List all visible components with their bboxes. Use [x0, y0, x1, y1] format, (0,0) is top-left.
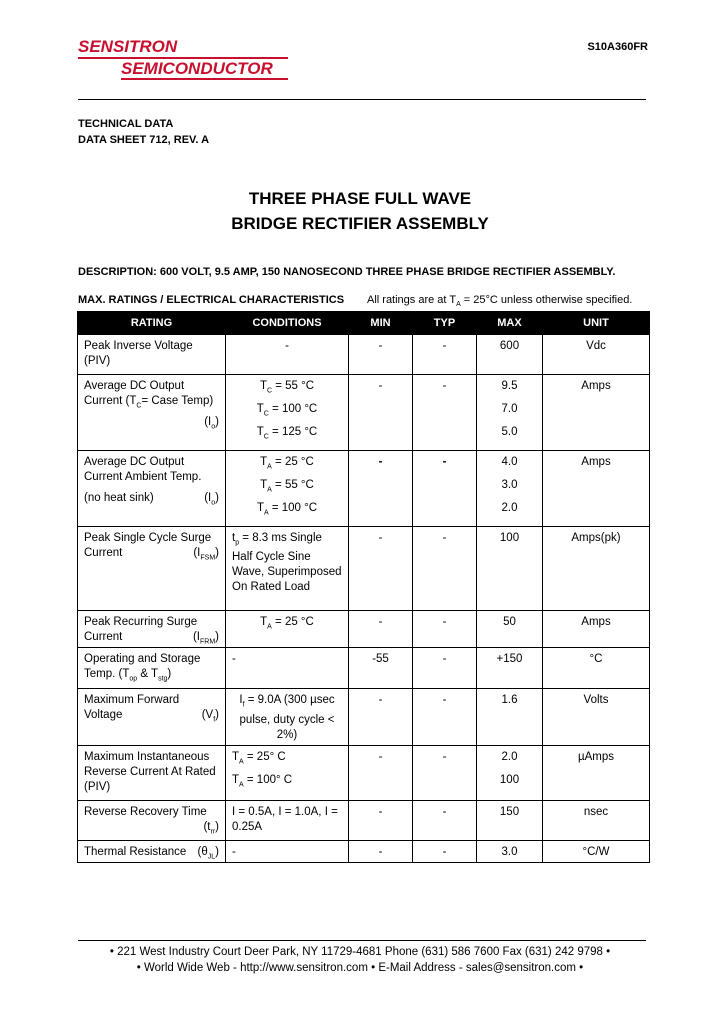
table-header-row [78, 312, 650, 335]
rating-sub: stg [158, 675, 168, 683]
footer-divider [78, 940, 646, 941]
rating-line: Peak Single Cycle Surge [84, 532, 212, 544]
max-cell [477, 375, 543, 451]
typ-cell: - [413, 840, 477, 862]
unit-cell: Amps [543, 611, 650, 648]
cond-text: T [256, 502, 264, 514]
cond-sub: A [239, 757, 244, 765]
symbol-text: (t [203, 820, 211, 833]
ratings-note [367, 294, 632, 308]
typ-cell: - [413, 648, 477, 689]
table-row [78, 451, 650, 527]
unit-cell: Vdc [543, 335, 650, 375]
table-row [78, 611, 650, 648]
symbol-label [204, 491, 219, 510]
symbol-sub: o [211, 423, 216, 431]
rating-line: Maximum Forward [84, 694, 180, 707]
footer-address: • 221 West Industry Court Deer Park, NY 11729-4681 Phone (631) 586 7600 Fax (631) 242 9798 • [109, 946, 611, 958]
symbol-text: ) [215, 709, 219, 722]
rating-line: Current [84, 631, 123, 643]
max-value: 2.0 [501, 750, 518, 763]
symbol-text: ) [215, 845, 219, 858]
cond-sub: A [263, 509, 269, 517]
cond-text: = 9.0A (300 µsec pulse, duty cycle < 2%) [239, 694, 335, 741]
symbol-sub: FSM [200, 554, 216, 562]
symbol-text: (θ [197, 845, 208, 858]
col-header-max: MAX [477, 312, 543, 335]
cond-text: I [239, 694, 243, 707]
cond-sub: A [267, 623, 272, 631]
condition-line [232, 455, 342, 478]
header-divider [78, 99, 646, 100]
cond-sub: A [239, 780, 244, 788]
cond-sub: A [267, 463, 272, 471]
max-value: 3.0 [501, 479, 518, 491]
cond-sub: p [235, 539, 240, 547]
cond-text: T [259, 380, 267, 392]
rating-line: Peak Recurring Surge [84, 616, 198, 628]
ratings-note-rest: = 25°C unless otherwise specified. [460, 294, 633, 306]
max-cell: +150 [477, 648, 543, 689]
sensitron-logo [78, 37, 293, 85]
symbol-text: ) [215, 820, 219, 833]
conditions-cell: - [226, 840, 349, 862]
cond-sub: f [242, 701, 245, 709]
max-cell [477, 451, 543, 527]
conditions-cell [226, 745, 349, 800]
ratings-note-sub: A [456, 301, 461, 309]
rating-line [84, 394, 219, 413]
typ-cell: - [413, 745, 477, 800]
rating-text: Current (T [84, 395, 137, 407]
ratings-heading: MAX. RATINGS / ELECTRICAL CHARACTERISTICS [78, 294, 345, 306]
rating-text: Temp. (T [84, 668, 130, 680]
rating-line: (no heat sink) [84, 492, 154, 504]
col-header-conditions: CONDITIONS [226, 312, 349, 335]
cond-text: = 55 °C [271, 479, 314, 491]
rating-cell [78, 375, 226, 451]
cond-text: = 100 °C [268, 403, 318, 415]
cond-sub: A [267, 486, 272, 494]
typ-cell: - [413, 451, 477, 527]
min-cell: - [349, 745, 413, 800]
symbol-label [202, 708, 219, 727]
rating-line: Average DC Output [84, 380, 185, 392]
rating-cell [78, 611, 226, 648]
cond-sub: C [263, 410, 269, 418]
symbol-label [193, 630, 219, 649]
min-cell: - [349, 451, 413, 527]
typ-cell: - [413, 375, 477, 451]
min-cell: - [349, 611, 413, 648]
cond-text: = 25 °C [271, 456, 314, 468]
unit-cell: Amps [543, 375, 650, 451]
min-cell: -55 [349, 648, 413, 689]
cond-text: = 25° C [243, 750, 286, 763]
min-cell: - [349, 840, 413, 862]
technical-data-label: TECHNICAL DATA [78, 118, 174, 130]
max-cell: 1.6 [477, 689, 543, 745]
rating-cell [78, 689, 226, 745]
table-row [78, 335, 650, 375]
condition-line [232, 501, 342, 524]
condition-line [232, 750, 342, 773]
rating-cell [78, 527, 226, 611]
rating-cell [78, 648, 226, 689]
table-row [78, 527, 650, 611]
rating-cell [78, 800, 226, 840]
col-header-unit: UNIT [543, 312, 650, 335]
ratings-note-text: All ratings are at T [367, 294, 457, 306]
rating-cell [78, 451, 226, 527]
conditions-cell [226, 375, 349, 451]
symbol-text: ) [215, 631, 219, 643]
symbol-label [193, 546, 219, 565]
rating-line: Operating and Storage [84, 653, 201, 665]
unit-cell: Volts [543, 689, 650, 745]
unit-cell: Amps(pk) [543, 527, 650, 611]
document-title-line-2: BRIDGE RECTIFIER ASSEMBLY [231, 214, 489, 233]
symbol-text: (I [193, 547, 201, 559]
unit-cell: °C/W [543, 840, 650, 862]
logo-underline-2 [121, 78, 288, 80]
footer-contact: • World Wide Web - http://www.sensitron.com • E-Mail Address - sales@sensitron.com • [136, 962, 584, 974]
max-value: 4.0 [501, 456, 518, 468]
max-value: 9.5 [501, 380, 518, 392]
table-row [78, 800, 650, 840]
rating-text: Thermal Resistance [84, 845, 187, 858]
symbol-label [204, 415, 219, 434]
symbol-text: ) [215, 492, 219, 504]
symbol-sub: FRM [199, 638, 216, 646]
logo-line-2: SEMICONDUCTOR [121, 59, 273, 78]
rating-line: Reverse Recovery Time [84, 805, 207, 818]
min-cell: - [349, 527, 413, 611]
cond-text: T [260, 479, 268, 491]
conditions-cell: - [226, 648, 349, 689]
symbol-text: (I [204, 492, 212, 504]
cond-text: T [260, 456, 268, 468]
rating-cell: Maximum Instantaneous Reverse Current At Rated (PIV) [78, 745, 226, 800]
unit-cell: µAmps [543, 745, 650, 800]
col-header-typ: TYP [413, 312, 477, 335]
min-cell: - [349, 375, 413, 451]
conditions-cell: I = 0.5A, I = 1.0A, I = 0.25A [226, 800, 349, 840]
cond-text: = 8.3 ms Single Half Cycle Sine Wave, Superimposed On Rated Load [232, 532, 342, 594]
max-value: 5.0 [501, 426, 518, 438]
conditions-cell [226, 451, 349, 527]
document-title-line-1: THREE PHASE FULL WAVE [248, 189, 472, 208]
typ-cell: - [413, 611, 477, 648]
conditions-cell: - [226, 335, 349, 375]
symbol-sub: rr [210, 827, 216, 835]
table-row [78, 745, 650, 800]
rating-cell [78, 840, 226, 862]
cond-text: t [232, 532, 236, 544]
conditions-cell [226, 611, 349, 648]
typ-cell: - [413, 800, 477, 840]
max-cell [477, 745, 543, 800]
max-cell: 600 [477, 335, 543, 375]
cond-text: T [256, 426, 264, 438]
rating-text: & T [137, 668, 159, 680]
rating-line: Average DC Output [84, 456, 185, 468]
typ-cell: - [413, 689, 477, 745]
min-cell: - [349, 800, 413, 840]
min-cell: - [349, 335, 413, 375]
table-row [78, 375, 650, 451]
table-row [78, 840, 650, 862]
rating-cell: Peak Inverse Voltage (PIV) [78, 335, 226, 375]
rating-text: ) [167, 668, 172, 680]
symbol-text: (V [201, 709, 214, 722]
rating-line: Voltage [84, 709, 123, 722]
symbol-sub: o [211, 499, 216, 507]
part-number: S10A360FR [587, 41, 648, 53]
conditions-cell [226, 527, 349, 611]
max-cell: 50 [477, 611, 543, 648]
rating-text: = Case Temp) [141, 395, 214, 407]
cond-text: = 100° C [243, 773, 293, 786]
col-header-rating: RATING [78, 312, 226, 335]
min-cell: - [349, 689, 413, 745]
cond-text: = 55 °C [272, 380, 315, 392]
unit-cell: °C [543, 648, 650, 689]
table-row [78, 648, 650, 689]
symbol-label [198, 845, 219, 864]
max-cell: 150 [477, 800, 543, 840]
unit-cell: Amps [543, 451, 650, 527]
rating-line: Current Ambient Temp. [84, 471, 202, 483]
cond-text: T [232, 773, 240, 786]
cond-text: = 100 °C [268, 502, 318, 514]
cond-text: = 125 °C [268, 426, 318, 438]
cond-text: T [232, 750, 240, 763]
symbol-text: ) [215, 416, 219, 428]
typ-cell: - [413, 335, 477, 375]
cond-sub: C [266, 387, 273, 395]
description: DESCRIPTION: 600 VOLT, 9.5 AMP, 150 NANOSECOND THREE PHASE BRIDGE RECTIFIER ASSEMBLY. [78, 266, 616, 278]
unit-cell: nsec [543, 800, 650, 840]
condition-line [232, 478, 342, 501]
symbol-sub: f [213, 716, 216, 724]
condition-line [232, 379, 342, 402]
col-header-min: MIN [349, 312, 413, 335]
rating-sub: op [129, 675, 138, 683]
ratings-table [77, 311, 650, 863]
cond-sub: C [263, 433, 269, 441]
condition-line [232, 773, 342, 796]
symbol-text: ) [215, 547, 219, 559]
rating-line [84, 667, 219, 686]
technical-data-block [78, 116, 209, 148]
cond-text: = 25 °C [271, 616, 314, 628]
symbol-label [203, 820, 219, 839]
condition-line [232, 425, 342, 448]
table-row [78, 689, 650, 745]
max-value: 7.0 [501, 403, 518, 415]
logo-line-1: SENSITRON [78, 37, 178, 56]
max-cell: 3.0 [477, 840, 543, 862]
cond-text: T [256, 403, 264, 415]
datasheet-revision: DATA SHEET 712, REV. A [78, 134, 210, 146]
symbol-sub: JL [207, 852, 216, 860]
max-value: 2.0 [501, 502, 518, 514]
rating-line: Current [84, 547, 123, 559]
max-value: 100 [499, 773, 520, 786]
typ-cell: - [413, 527, 477, 611]
conditions-cell [226, 689, 349, 745]
symbol-text: (I [204, 416, 212, 428]
symbol-text: (I [192, 631, 200, 643]
rating-sub: C [136, 402, 142, 410]
max-cell: 100 [477, 527, 543, 611]
cond-text: T [260, 616, 268, 628]
condition-line [232, 402, 342, 425]
